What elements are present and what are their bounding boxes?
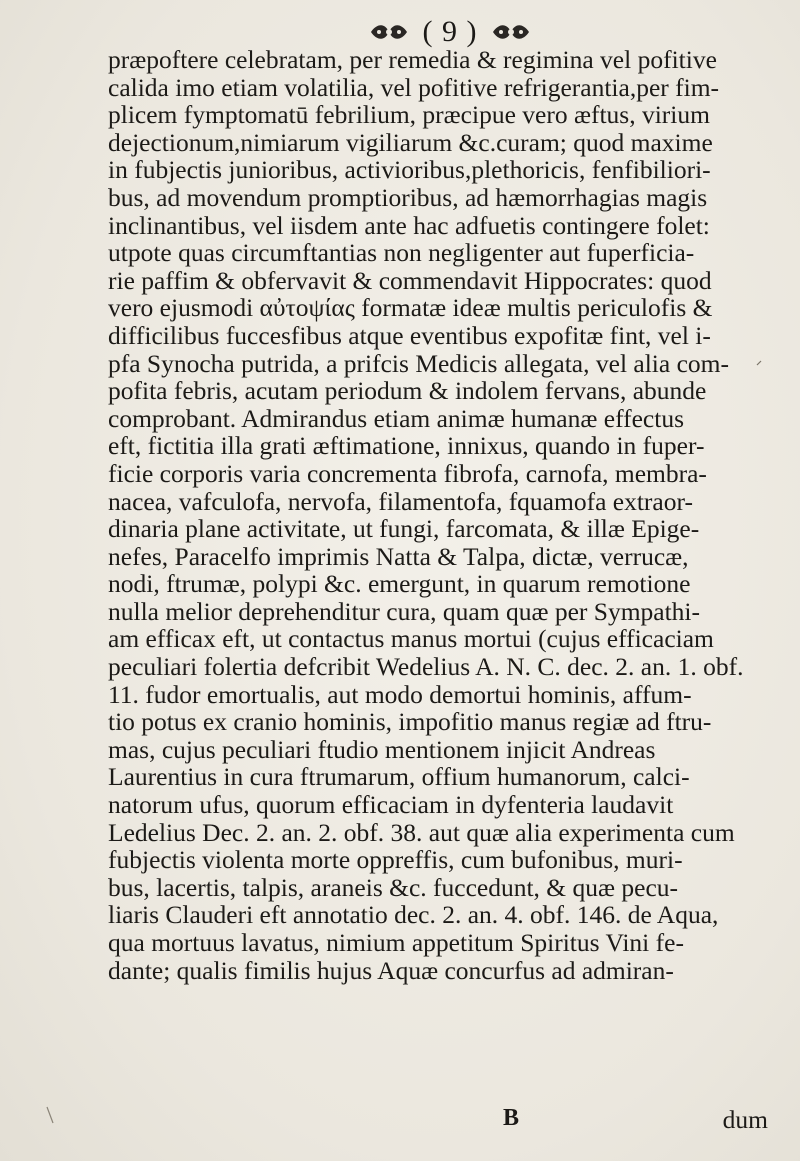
text-line: tio potus ex cranio hominis, impofitio manus regiæ ad ftru- xyxy=(108,707,712,737)
text-line: qua mortuus lavatus, nimium appetitum Spiritus Vini fe- xyxy=(108,928,684,957)
text-line: peculiari folertia defcribit Wedelius A. N. C. dec. 2. an. 1. obf. xyxy=(108,652,744,682)
text-line: difficilibus fuccesfibus atque eventibus expofitæ fint, vel i- xyxy=(108,320,711,350)
fleuron-icon xyxy=(369,21,409,43)
text-line: inclinantibus, vel iisdem ante hac adfuetis contingere folet: xyxy=(108,210,710,240)
text-line: dejectionum,nimiarum vigiliarum &c.curam; quod maxime xyxy=(108,127,713,157)
text-line: plicem fymptomatū febrilium, præcipue vero æftus, virium xyxy=(108,100,710,130)
fleuron-icon xyxy=(491,21,531,43)
text-line: liaris Clauderi eft annotatio dec. 2. an. 4. obf. 146. de Aqua, xyxy=(108,900,719,930)
text-line: dante; qualis fimilis hujus Aquæ concurfus ad admiran- xyxy=(108,955,674,985)
ink-speck-icon xyxy=(756,360,762,366)
text-line: vero ejusmodi αὐτοψίας formatæ ideæ multis periculofis & xyxy=(108,293,713,323)
text-line: nacea, vafculofa, nervofa, filamentofa, fquamofa extraor- xyxy=(108,486,693,516)
text-line: Laurentius in cura ftrumarum, offium humanorum, calci- xyxy=(108,762,690,792)
catchword: dum xyxy=(722,1105,768,1134)
text-line: nefes, Paracelfo imprimis Natta & Talpa, dictæ, verrucæ, xyxy=(108,541,689,571)
text-line: calida imo etiam volatilia, vel pofitive refrigerantia,per fim- xyxy=(108,72,720,102)
text-line: Ledelius Dec. 2. an. 2. obf. 38. aut quæ alia experimenta cum xyxy=(108,817,735,847)
page-number: ( 9 ) xyxy=(422,15,478,48)
text-line: am efficax eft, ut contactus manus mortui (cujus efficaciam xyxy=(108,624,714,654)
text-line: bus, ad movendum promptioribus, ad hæmorrhagias magis xyxy=(108,182,708,212)
text-line: in fubjectis junioribus, activioribus,plethoricis, fenfibiliori- xyxy=(108,155,711,185)
text-line: comprobant. Admirandus etiam animæ humanæ effectus xyxy=(108,403,684,433)
margin-tick-icon xyxy=(44,1106,56,1124)
text-line: ficie corporis varia concrementa fibrofa, carnofa, membra- xyxy=(108,458,707,488)
text-line: nulla melior deprehenditur cura, quam quæ per Sympathi- xyxy=(108,596,701,626)
signature-mark: B xyxy=(503,1105,520,1131)
text-line: præpoftere celebratam, per remedia & regimina vel pofitive xyxy=(108,45,717,74)
text-line: 11. fudor emortualis, aut modo demortui hominis, affum- xyxy=(108,679,692,709)
text-line: pfa Synocha putrida, a prifcis Medicis allegata, vel alia com- xyxy=(108,348,729,378)
text-line: natorum ufus, quorum efficaciam in dyfenteria laudavit xyxy=(108,790,674,820)
text-line: eft, fictitia illa grati æftimatione, innixus, quando in fuper- xyxy=(108,431,705,461)
text-line: nodi, ftrumæ, polypi &c. emergunt, in quarum remotione xyxy=(108,569,691,599)
main-text xyxy=(108,46,768,984)
text-line: mas, cujus peculiari ftudio mentionem injicit Andreas xyxy=(108,734,656,764)
text-line: dinaria plane activitate, ut fungi, farcomata, & illæ Epige- xyxy=(108,514,700,544)
page-footer xyxy=(108,1105,768,1135)
text-line: pofita febris, acutam periodum & indolem fervans, abunde xyxy=(108,376,707,406)
text-line: rie paffim & obfervavit & commendavit Hippocrates: quod xyxy=(108,265,712,295)
text-line: bus, lacertis, talpis, araneis &c. fuccedunt, & quæ pecu- xyxy=(108,872,679,902)
text-line: fubjectis violenta morte oppreffis, cum bufonibus, muri- xyxy=(108,845,683,875)
text-line: utpote quas circumftantias non negligenter aut fuperficia- xyxy=(108,238,695,268)
